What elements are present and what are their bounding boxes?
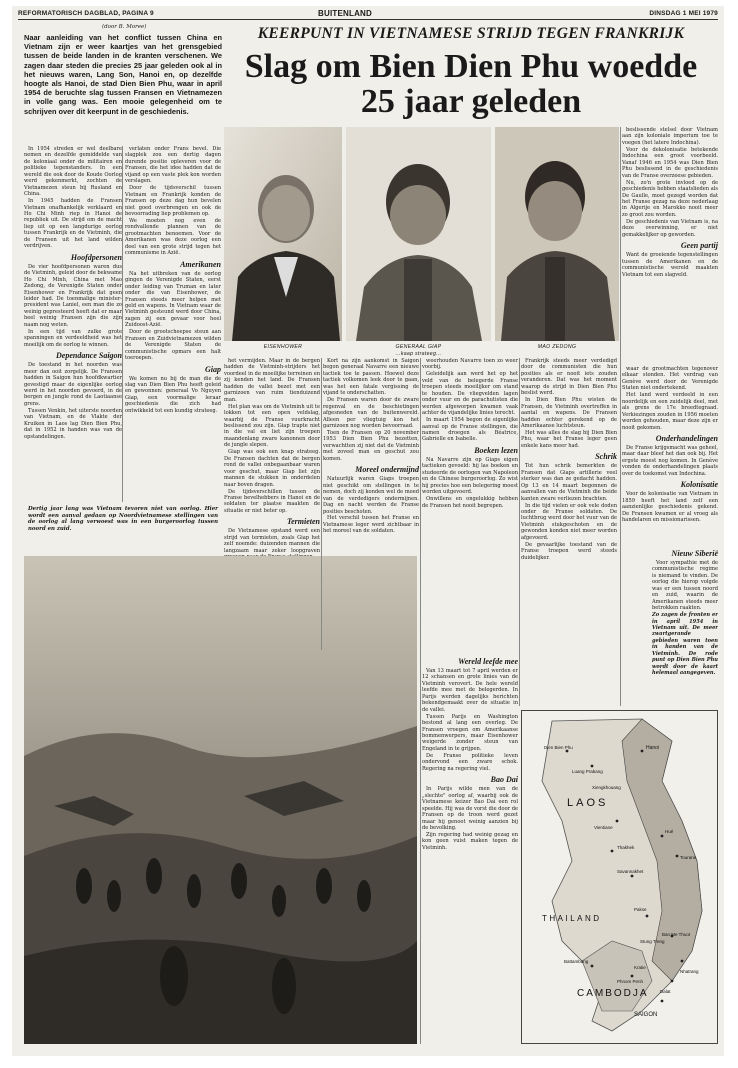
column-10: Wereld leefde mee Van 13 maart tot 7 april werden er 12 schansen en grote linies van de Vietminh verovert. De hele wereld leefde mee met de belegerden. In Parijs werden dagelijks berichten bekendgemaakt over de situatie in de vallei. Tussen Parijs en Washington bestond al lang een overleg. De Fransen vroegen om Amerikaanse bommenwerpers, maar Eisenhower weigerde zonder steun van Engeland in te grijpen. De Franse politieke leven ondervond een zware schok. Regering na regering viel. Bao Dai In Parijs wilde men van de „slechte" oorlog af, waarbij ook de Vietnamese keizer Bao Dai een rol speelde. Hij was de vorst die door de Fransen op de troon werd gezet maar hij genoot weinig aanzien bij de bevolking. Zijn regering had weinig gezag en kon geen vuist maken tegen de Vietminh. <box>422 657 518 851</box>
masthead-paper: REFORMATORISCH DAGBLAD, PAGINA 9 <box>18 10 154 17</box>
column-7: beslissende stelsel door Vietnam aan zijn koloniale imperium toe te voegen (het latere Indochina). Voor de dekolonisatie betekende Indochina een groot voorbeeld. Vanaf 1946 en 1954 was Dien Bien Phu beslissend in de geschiedenis van de Franse overzeese gebieden. Nu, zo'n grote invloed op de geschiedenis hebben staatslieden als De Gaulle, moet gezegd worden dat het Franse gezag na deze nederlaag in Algerije en Marokko nooit meer zo groot zou worden. De geschiedenis van Vietnam is, na deze overwinning, er niet gemakkelijker op geworden. Geen partij Want de groeiende tegenstellingen tussen de Amerikanen en de communistische wereld maakten Vietnam tot een slagveld. <box>622 127 718 278</box>
map-label-saigon: SAIGON <box>634 1012 658 1018</box>
column-rule <box>321 358 322 650</box>
caption-mao: MAO ZEDONG <box>537 344 577 350</box>
map-label-dienbienphu: Dien Bien Phu <box>544 745 573 750</box>
column-rule <box>122 146 123 502</box>
column-9: Nieuw Siberië Voor sympathie met de communistische regime is niemand te vinden. De oorlog die hierop volgde was er een tussen noord en zuid, waarin de Amerikanen steeds meer betrokken raakten. Zo zagen de fronten er in april 1954 in Vietnam uit. De meer zwartgerande gebieden waren toen in handen van de Vietminh. De rode punt op Dien Bien Phu wordt door de kaart helemaal aangegeven. <box>652 549 718 677</box>
heading-kolonisatie: Kolonisatie <box>680 480 718 490</box>
photo-mao <box>495 127 619 341</box>
photo-soldiers <box>24 556 417 1044</box>
column-2: verlaten onder Frans bevel. Die slagplek zou een dertig dagen durende positie opleveren voor de Fransen, die het idee hadden dat de vijand op een vaste plek kon worden verslagen. Door de tijdsverschil tussen Vietnam en Frankrijk konden de Fransen op deze dag hun bevelen niet goed overbrengen en ook de bevoorrading liep problemen op. We moeten nog even de rondvallende plannen van de grootmachten benoemen. Voor de Amerikanen was deze oorlog een deel van een grote strijd tegen het communisme in Azië. Amerikanen Na het uitbreken van de oorlog gingen de Verenigde Staten, eerst onder leiding van Truman en later onder die van Eisenhower, de Fransen steeds meer helpen met geld en wapens. In Vietnam waar de Vietminh gesteund werd door China, zagen zij een gevaar voor heel Zuidoost-Azië. Door de grootscheepse steun aan Fransen en Zuidvietnamezen wilden de Verenigde Staten de communistische opmars een halt toeroepen. Giap We komen nu bij de man die de slag van Dien Bien Phu heeft geleid en gewonnen: generaal Vo Nguyen Giap, een voormalige leraar geschiedenis die zich had ontwikkeld tot een kundig strateeg. <box>125 146 221 414</box>
map-label-pakse: Pakse <box>634 907 647 912</box>
column-6: Frankrijk steeds meer verdedigd door de communisten die hun posities als er nooit iets zouden veranderen. Dat was het moment waarop de strijd in Dien Bien Phu beslist werd. In Dien Bien Phu wisten de Fransen, de Vietminh overtreffen in aantal en wapens. De Fransen hadden echter gerekend op de Amerikaanse luchtsteun. Het was alles de slag bij Dien Bien Phu, waar het Franse leger geen enkele kans meer had. Schrik Tot hun schrik bemerkten de Fransen dat Giaps artillerie veel sterker was dan ze gedacht hadden. Op 13 en 14 maart begonnen de aanvallen van de Vietminh die beide kanten zware verliezen brachten. In die tijd vielen er ook vele doden onder de Franse soldaten. De luchtbrug werd door het vuur van de Vietminh stukgeschoten en de gewonden konden niet meer worden afgevoerd. De gevaarlijke toestand van de Franse troepen werd steeds duidelijker. <box>521 358 617 561</box>
column-8: waar de grootmachten tegenover elkaar stonden. Het verdrag van Genève werd door de Verenigde Staten niet ondertekend. Het land werd verdeeld in een noordelijk en een zuidelijk deel, met als grens de 17e breedtegraad. Verkiezingen zouden in 1956 moeten worden gehouden, maar deze zijn er nooit gekomen. Onderhandelingen De Franse krijgsmacht was geheel, maar daar bleef het dan ook bij. Het ergste moest nog komen. In Genève vonden de onderhandelingen plaats over de toekomst van Indochina. Kolonisatie Voor de kolonisatie van Vietnam in 1859 heeft het land zelf een aanzienlijke geschiedenis gekend. De Fransen kwamen er al vroeg als handelaren en missionarissen. <box>622 366 718 524</box>
heading-boeken: Boeken lezen <box>474 445 518 455</box>
map-label-tourane: Tourane <box>680 855 697 860</box>
map-label-hanoi: Hanoi <box>646 745 660 751</box>
map-label-banmethuot: Ban Me Thuot <box>662 932 691 937</box>
heading-moreel: Moreel ondermijnd <box>355 465 419 475</box>
column-4: Kort na zijn aankomst in Saigon begon generaal Navarre een nieuwe tactiek toe te passen. Hoewel deze tactiek volkomen leek door te gaan, was het een fatale vergissing de vijand te onderschatten. De Fransen waren door de zware regenval en de beschietingen afgesneden van de buitenwereld. Alleen per vliegtuig kon het garnizoen nog worden bevoorraad. Toen de Fransen op 20 november 1953 Dien Bien Phu bezetten, verwachtten zij niet dat de Vietminh met zoveel man en geschut zou komen. Moreel ondermijnd Natuurlijk waren Giaps troepen niet geschikt om stellingen in te nemen, doch zij konden wel de moed van de verdedigers ondermijnen. Dag en nacht werden de Franse posities beschoten. Het verschil tussen het Franse en Vietnamese leger werd zichtbaar in het moreel van de soldaten. <box>323 358 419 535</box>
map-label-luang: Luang Prabang <box>572 769 603 774</box>
column-5: weerhouden Navarre toen zo weer voorbij. Geleidelijk aan werd het op het veld van de belegerde Franse troepen steeds moeilijker om stand te houden. De vliegvelden lagen onder vuur en de parachutisten die werden afgeworpen kwamen vaak achter de vijandelijke linies terecht. In maart 1954 begon de eigenlijke aanval op de Franse stellingen, die namen droegen als Béatrice, Gabrielle en Isabelle. Boeken lezen Na Navarre zijn op Giaps eigen tactieken gevoeld: hij las boeken en studeerde de oorlogen van Napoleon en de Chinese burgeroorlog. Zo wist hij precies hoe een belegering moest worden uitgevoerd. Onwillens en ongelukkig hebben de Fransen het nooit begrepen. <box>422 358 518 509</box>
lead-paragraph: Naar aanleiding van het conflict tussen China en Vietnam zijn er weer kaartjes van het grensgebied tussen de beide landen in de kranten verschenen. We zagen daar steden die precies 25 jaar geleden ook al in het nieuws waren, Lang Son, Hanoi en, op dezelfde hoogte als Hanoi, de stad Dien Bien Phu, waar in april 1954 de beruchte slag tussen Fransen en Vietnamezen in volle gang was. Een mooie gelegenheid om te schrijven over dit keerpunt in de geschiedenis. <box>24 33 222 116</box>
caption-giap: GENERAAL GIAP <box>395 344 442 350</box>
map-label-laos: LAOS <box>567 797 609 809</box>
map-label-vientiane: Vientiane <box>594 825 613 830</box>
heading-geenpartij: Geen partij <box>680 241 718 251</box>
heading-wereld: Wereld leefde mee <box>458 657 518 666</box>
heading-giap: Giap <box>205 364 221 374</box>
heading-dependance: Dependance Saigon <box>56 351 122 361</box>
heading-baodai: Bao Dai <box>490 775 518 785</box>
heading-onderhandelingen: Onderhandelingen <box>655 434 718 444</box>
column-1: In 1954 streden er wel deelbare nemen en dezelfde gemiddelde van de koloniaal onder de militairen en politieke tegenstanders. In een wereld die ook door de Koude Oorlog werd gekenmerkt, zochten de Vietnamezen steun bij Rusland en China. In 1945 hadden de Fransen Vietnam onafhankelijk verklaard en Ho Chi Minh riep in Hanoi de republiek uit. De strijd om de macht liep uit op een langdurige oorlog tussen Frankrijk en de Vietminh, die de Fransen uit het land wilden verdrijven. Hoofdpersonen De vier hoofdpersonen waren dus de Vietminh, geleid door de bekwame Ho Chi Minh, China met Mao Zedong, de Verenigde Staten onder Eisenhower en Frankrijk dat geen leider had. De toenmalige minister-president was Laniel, een man die zo weinig gepresteerd heeft dat er maar heel weinig Fransen zijn die zijn naam nog weten. In een tijd van zulke grote spanningen en verdeeldheid was het moeilijk om de oorlog te winnen. Dependance Saigon De toestand in het noorden was meer dan ooit zorgelijk. De Fransen hadden in Saigon hun hoofdkwartier gevestigd maar de eigenlijke oorlog werd in het noorden gevoerd, in de bergen en jungle rond de Laotiaanse grens. Tussen Venkin, het uiterste noorden van Vietnam, en de Vlakte der Kruiken in Laos lag Dien Bien Phu, dat in 1952 in handen was van de opstandelingen. <box>24 146 122 440</box>
map-label-xiengkhouang: Xiengkhouang <box>592 785 621 790</box>
newspaper-page <box>12 6 724 1056</box>
photo-giap <box>346 127 491 341</box>
caption-eisenhower: EISENHOWER <box>263 344 303 350</box>
map-indochina <box>521 710 718 1044</box>
map-label-nhatrang: Nhatrang <box>680 969 699 974</box>
map-label-kratie: Kratie <box>634 965 646 970</box>
column-rule <box>519 358 520 706</box>
column-rule <box>620 127 621 706</box>
photo-soldiers-caption: Dertig jaar lang was Vietnam tevoren niet van oorlog. Hier wordt een aanval gedaan op Noordvietnamese stellingen van de oorlog al lang verwoest was in een burgeroorlog tussen noord en zuid. <box>28 506 218 532</box>
heading-hoofdpersonen: Hoofdpersonen <box>70 252 122 262</box>
heading-schrik: Schrik <box>595 452 617 462</box>
map-label-battambang: Battambang <box>564 959 589 964</box>
caption-giap-sub: ...kaap strateeg... <box>395 351 442 357</box>
heading-amerikanen: Amerikanen <box>180 259 221 269</box>
photo-eisenhower <box>224 127 342 341</box>
kicker-headline: KEERPUNT IN VIETNAMESE STRIJD TEGEN FRANKRIJK <box>257 25 685 42</box>
map-label-savannakhet: Savannakhet <box>617 869 644 874</box>
column-3: het vermijden. Maar in de bergen hadden de Vietminh-strijders het voordeel in de moeilijke terreinen en zij kenden het land. De Fransen hadden de vallei bezet met een garnizoen van ruim tienduizend man. Het plan was om de Vietminh uit te lokken tot een open veldslag, waarbij de Franse vuurkracht beslissend zou zijn. Giap trapte niet in die val en liet zijn troepen maandenlang zware kanonnen door de jungle slepen. Giap was ook een knap strateeg. De Fransen dachten dat de bergen rond de vallei onbegaanbaar waren voor geschut, maar Giap liet zijn mannen de stukken in onderdelen naar boven dragen. De tijdsverschillen tussen de Franse bevelhebbers in Hanoi en de soldaten ter plaatse maakten de situatie er niet beter op. Termieten De Vietnamese opstand werd een strijd van termieten, zoals Giap het zelf noemde: duizenden mannen die langzaam maar zeker loopgraven <box>224 358 320 554</box>
column-rule <box>420 358 421 1044</box>
right-photo-caption: Zo zagen de fronten er in april 1954 in Vietnam uit. De meer zwartgerande gebieden waren toen in handen van de Vietminh. De rode punt op Dien Bien Phu wordt door de kaart helemaal aangegeven. <box>652 612 718 677</box>
map-label-thailand: THAILAND <box>542 914 602 923</box>
masthead-date: DINSDAG 1 MEI 1979 <box>649 10 718 17</box>
main-headline: Slag om Bien Dien Phu woedde 25 jaar geleden <box>244 48 698 120</box>
byline: (door B. Moree) <box>102 24 147 30</box>
map-label-cambodja: CAMBODJA <box>577 988 649 999</box>
map-label-phnompenh: Phnom Penh <box>617 979 644 984</box>
map-label-stungtreng: Stung Treng <box>640 939 665 944</box>
map-label-dalat: Dalat <box>660 989 671 994</box>
map-label-hue: Hué <box>665 829 674 834</box>
heading-termieten: Termieten <box>286 517 320 527</box>
map-label-thakhek: Thakhek <box>617 845 635 850</box>
masthead <box>18 8 718 20</box>
masthead-section: BUITENLAND <box>318 9 372 18</box>
heading-siberie: Nieuw Siberië <box>671 549 718 558</box>
